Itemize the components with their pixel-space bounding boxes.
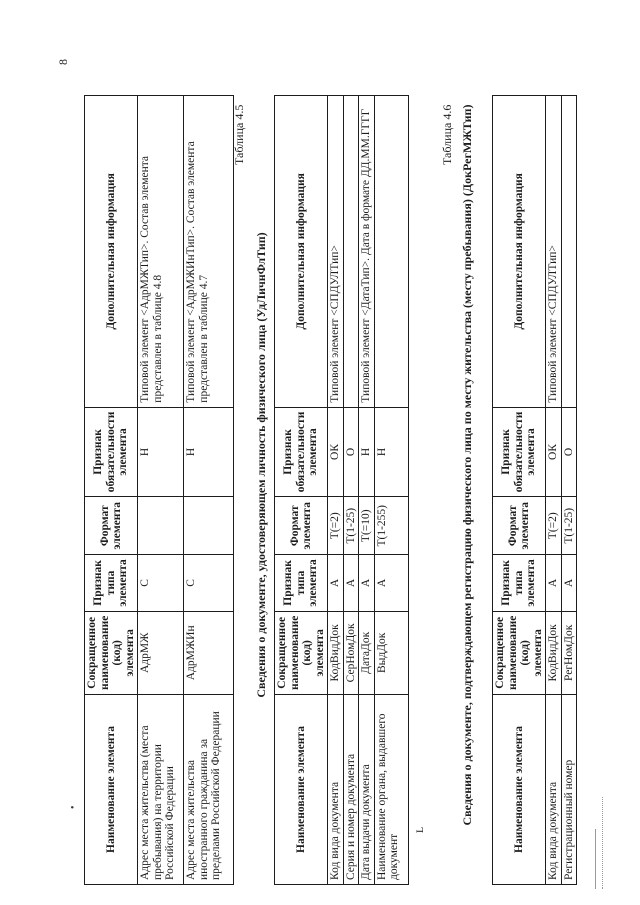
cell-mandatory: ОК bbox=[546, 407, 562, 497]
cell-name: Код вида документа bbox=[328, 695, 344, 885]
header-format: Формат элемента bbox=[275, 497, 328, 555]
table-row bbox=[359, 96, 375, 885]
cell-format: T(=10) bbox=[359, 497, 375, 555]
pen-dot: • bbox=[68, 805, 79, 809]
cell-name: Регистрационный номер bbox=[561, 695, 577, 885]
table-row bbox=[328, 96, 344, 885]
stamp-line bbox=[602, 797, 606, 889]
cell-mandatory: О bbox=[561, 407, 577, 497]
cell-format: T(1-25) bbox=[561, 497, 577, 555]
scan-stamp bbox=[595, 797, 606, 889]
table-header-row bbox=[85, 96, 138, 885]
cell-code: ДатаДок bbox=[359, 611, 375, 694]
header-info: Дополнительная информация bbox=[493, 96, 546, 408]
table-4-5-title: Сведения о документе, удостоверяющем личность физического лица (УдЛичнФлТип) bbox=[254, 232, 268, 698]
table-4-6-title: Сведения о документе, подтверждающем регистрацию физического лица по месту жительства (месту пребывания) (ДокРегМЖТип) bbox=[460, 104, 474, 826]
table-4-5-caption: Таблица 4.5 bbox=[232, 104, 246, 165]
cell-format: T(=2) bbox=[328, 497, 344, 555]
header-code: Сокращенное наименование (код) элемента bbox=[493, 611, 546, 694]
cell-code: СерНомДок bbox=[343, 611, 359, 694]
header-type: Признак типа элемента bbox=[275, 555, 328, 611]
cell-mandatory: Н bbox=[374, 407, 408, 497]
cell-info bbox=[343, 96, 359, 408]
cell-name: Дата выдачи документа bbox=[359, 695, 375, 885]
cell-type: А bbox=[343, 555, 359, 611]
cell-format bbox=[184, 497, 234, 555]
header-code: Сокращенное наименование (код) элемента bbox=[85, 611, 138, 694]
cell-type: А bbox=[374, 555, 408, 611]
cell-type: С bbox=[138, 555, 184, 611]
cell-name: Адрес места жительства иностранного гражданина за пределами Российской Федерации bbox=[184, 695, 234, 885]
header-mandatory: Признак обязательности элемента bbox=[85, 407, 138, 497]
cell-name: Наименование органа, выдавшего документ bbox=[374, 695, 408, 885]
table-header-row bbox=[275, 96, 328, 885]
header-format: Формат элемента bbox=[85, 497, 138, 555]
table-row bbox=[138, 96, 184, 885]
table-4-6-caption: Таблица 4.6 bbox=[440, 104, 454, 165]
cell-mandatory: О bbox=[343, 407, 359, 497]
cell-mandatory: Н bbox=[138, 407, 184, 497]
header-name: Наименование элемента bbox=[85, 695, 138, 885]
header-code: Сокращенное наименование (код) элемента bbox=[275, 611, 328, 694]
cell-type: С bbox=[184, 555, 234, 611]
table-row bbox=[546, 96, 562, 885]
cell-info: Типовой элемент <ДатаТип>. Дата в формате ДД.ММ.ГГГГ bbox=[359, 96, 375, 408]
header-info: Дополнительная информация bbox=[275, 96, 328, 408]
pen-mark: ʟ bbox=[412, 826, 427, 833]
cell-format: T(=2) bbox=[546, 497, 562, 555]
table-row bbox=[184, 96, 234, 885]
header-type: Признак типа элемента bbox=[493, 555, 546, 611]
cell-info: Типовой элемент <АдрМЖТип>. Состав элемента представлен в таблице 4.8 bbox=[138, 96, 184, 408]
table-row bbox=[343, 96, 359, 885]
cell-info bbox=[561, 96, 577, 408]
table-4-5 bbox=[274, 95, 409, 885]
cell-name: Код вида документа bbox=[546, 695, 562, 885]
cell-code: ВыдДок bbox=[374, 611, 408, 694]
table-row bbox=[374, 96, 408, 885]
cell-info bbox=[374, 96, 408, 408]
table-4-6 bbox=[492, 95, 577, 885]
page-number: 8 bbox=[56, 59, 70, 65]
header-info: Дополнительная информация bbox=[85, 96, 138, 408]
header-name: Наименование элемента bbox=[275, 695, 328, 885]
cell-format: T(1-25) bbox=[343, 497, 359, 555]
cell-code: АдрМЖИн bbox=[184, 611, 234, 694]
cell-format: T(1-255) bbox=[374, 497, 408, 555]
cell-type: А bbox=[359, 555, 375, 611]
table-row bbox=[561, 96, 577, 885]
table-header-row bbox=[493, 96, 546, 885]
cell-type: А bbox=[561, 555, 577, 611]
cell-type: А bbox=[546, 555, 562, 611]
cell-code: АдрМЖ bbox=[138, 611, 184, 694]
cell-type: А bbox=[328, 555, 344, 611]
header-type: Признак типа элемента bbox=[85, 555, 138, 611]
stamp-line bbox=[595, 829, 599, 889]
cell-code: РегНомДок bbox=[561, 611, 577, 694]
header-name: Наименование элемента bbox=[493, 695, 546, 885]
header-format: Формат элемента bbox=[493, 497, 546, 555]
cell-mandatory: ОК bbox=[328, 407, 344, 497]
header-mandatory: Признак обязательности элемента bbox=[493, 407, 546, 497]
cell-mandatory: Н bbox=[359, 407, 375, 497]
cell-mandatory: Н bbox=[184, 407, 234, 497]
cell-name: Адрес места жительства (места пребывания) на территории Российской Федерации bbox=[138, 695, 184, 885]
table-continuation bbox=[84, 95, 234, 885]
cell-format bbox=[138, 497, 184, 555]
cell-info: Типовой элемент <СПДУЛТип> bbox=[546, 96, 562, 408]
cell-code: КодВидДок bbox=[328, 611, 344, 694]
header-mandatory: Признак обязательности элемента bbox=[275, 407, 328, 497]
cell-code: КодВидДок bbox=[546, 611, 562, 694]
cell-name: Серия и номер документа bbox=[343, 695, 359, 885]
cell-info: Типовой элемент <АдрМЖИнТип>. Состав элемента представлен в таблице 4.7 bbox=[184, 96, 234, 408]
cell-info: Типовой элемент <СПДУЛТип> bbox=[328, 96, 344, 408]
